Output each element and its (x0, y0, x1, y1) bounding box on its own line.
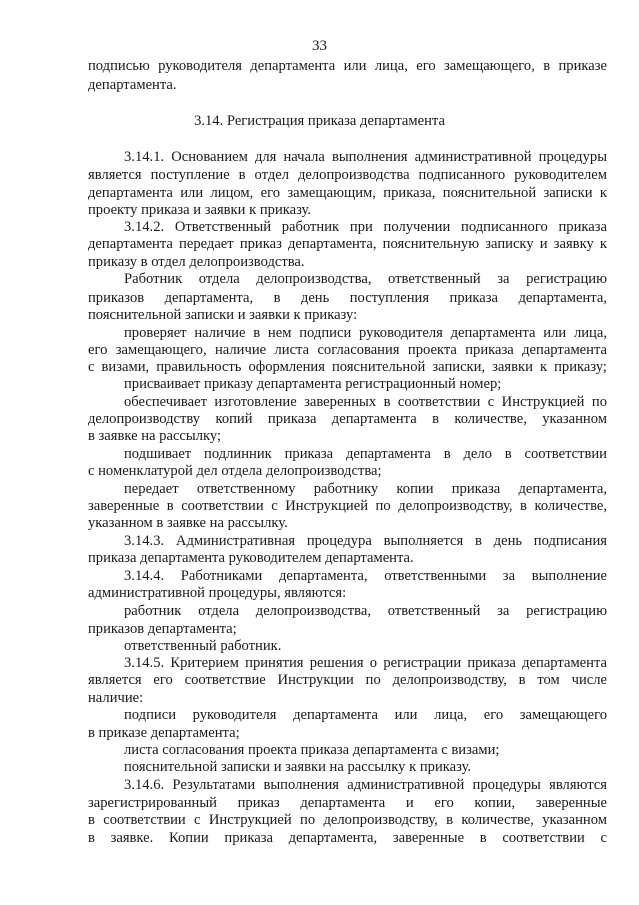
text-line: пояснительной записки и заявки на рассылку к приказу. (124, 759, 472, 775)
text-line: департамента. (88, 77, 177, 93)
text-line: указанном в заявке на рассылку. (88, 515, 288, 531)
text-line: в приказе департамента; (88, 725, 240, 741)
text-line: обеспечивает изготовление заверенных в соответствии с Инструкцией по (124, 394, 607, 410)
page-number: 33 (312, 38, 327, 54)
text-line: подписью руководителя департамента или лица, его замещающего, в приказе (88, 58, 607, 74)
text-line: 3.14.2. Ответственный работник при получении подписанного приказа (124, 219, 607, 235)
text-line: с визами, правильность оформления пояснительной записки, заявки к приказу; (88, 359, 607, 375)
text-line: в заявке на рассылку; (88, 428, 222, 444)
text-line: присваивает приказу департамента регистрационный номер; (124, 376, 502, 392)
text-line: заверенные в соответствии с Инструкцией по делопроизводству, в количестве, (88, 498, 607, 514)
text-line: является поступление в отдел делопроизводства подписанного руководителем (88, 167, 607, 183)
text-line: проверяет наличие в нем подписи руководителя департамента или лица, (124, 325, 607, 341)
text-line: 3.14.1. Основанием для начала выполнения административной процедуры (124, 149, 607, 165)
text-line: передает ответственному работнику копии приказа департамента, (124, 481, 607, 497)
text-line: приказа департамента руководителем департамента. (88, 550, 414, 566)
text-line: подшивает подлинник приказа департамента в дело в соответствии (124, 446, 607, 462)
text-line: приказу в отдел делопроизводства. (88, 254, 305, 270)
text-line: его замещающего, наличие листа согласования проекта приказа департамента (88, 342, 607, 358)
text-line: является его соответствие Инструкции по делопроизводству, в том числе (88, 672, 607, 688)
text-line: работник отдела делопроизводства, ответственный за регистрацию (124, 603, 607, 619)
text-line: зарегистрированный приказ департамента и его копии, заверенные (88, 795, 607, 811)
text-line: 3.14.5. Критерием принятия решения о регистрации приказа департамента (124, 655, 607, 671)
text-line: листа согласования проекта приказа департамента с визами; (124, 742, 500, 758)
text-line: департамента передает приказ департамента, пояснительную записку и заявку к (88, 236, 607, 252)
text-line: Работник отдела делопроизводства, ответственный за регистрацию (124, 271, 607, 287)
text-line: приказов департамента, в день поступления приказа департамента, (88, 290, 607, 306)
text-line: 3.14.6. Результатами выполнения административной процедуры являются (124, 777, 607, 793)
text-line: с номенклатурой дел отдела делопроизводства; (88, 463, 382, 479)
text-line: подписи руководителя департамента или лица, его замещающего (124, 707, 607, 723)
text-line: наличие: (88, 690, 144, 706)
text-line: ответственный работник. (124, 638, 282, 654)
text-line: департамента или лицом, его замещающим, приказа, пояснительной записки к (88, 185, 607, 201)
text-line: проекту приказа и заявки к приказу. (88, 202, 312, 218)
text-line: 3.14.4. Работниками департамента, ответственными за выполнение (124, 568, 607, 584)
text-line: административной процедуры, являются: (88, 585, 347, 601)
text-line: делопроизводству копий приказа департамента в количестве, указанном (88, 411, 607, 427)
section-heading: 3.14. Регистрация приказа департамента (194, 113, 445, 129)
text-line: приказов департамента; (88, 621, 237, 637)
text-line: 3.14.3. Административная процедура выполняется в день подписания (124, 533, 607, 549)
text-line: в заявке. Копии приказа департамента, заверенные в соответствии с (88, 830, 607, 846)
text-line: пояснительной записки и заявки к приказу: (88, 307, 358, 323)
text-line: в соответствии с Инструкцией по делопроизводству, в количестве, указанном (88, 812, 607, 828)
